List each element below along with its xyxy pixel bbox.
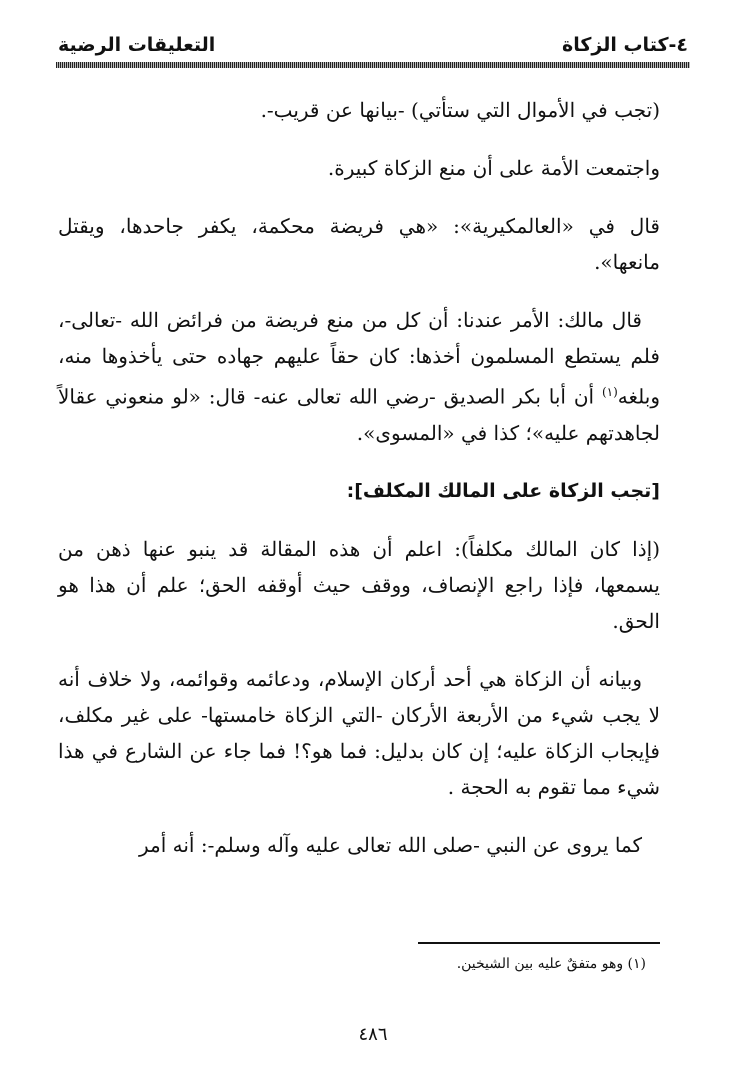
book-title: التعليقات الرضية <box>58 34 216 56</box>
footnote: (١) وهو متفقٌ عليه بين الشيخين. <box>456 956 646 972</box>
paragraph-4 <box>58 302 660 451</box>
running-header <box>58 28 688 62</box>
paragraph-5: (إذا كان المالك مكلفاً): اعلم أن هذه المقالة قد ينبو عنها ذهن من يسمعها، فإذا راجع الإنصاف، ووقف حيث أوقفه الحق؛ علم أن هذا هو الحق. <box>58 536 660 633</box>
paragraph-1: (تجب في الأموال التي ستأتي) -بيانها عن قريب-. <box>260 98 660 122</box>
paragraph-4-text: قال مالك: الأمر عندنا: أن كل من منع فريضة من فرائض الله -تعالى-، فلم يستطع المسلمون أخذها: كان حقاً عليهم جهاده حتى يأخذوها منه، وبلغه <box>58 308 660 409</box>
footnote-marker: (١) <box>601 385 618 399</box>
page-number: ٤٨٦ <box>358 1024 388 1045</box>
paragraph-4-rest: أن أبا بكر الصديق -رضي الله تعالى عنه- قال: «لو منعوني عقالاً لجاهدتهم عليه»؛ كذا في «المسوى». <box>58 384 660 445</box>
paragraph-7: كما يروى عن النبي -صلى الله تعالى عليه وآله وسلم-: أنه أمر <box>138 832 642 857</box>
chapter-title: ٤-كتاب الزكاة <box>561 34 688 56</box>
footnote-divider <box>418 942 660 944</box>
header-divider <box>56 62 690 68</box>
main-text <box>58 92 660 885</box>
section-heading: [تجب الزكاة على المالك المكلف]: <box>346 479 660 502</box>
paragraph-2: واجتمعت الأمة على أن منع الزكاة كبيرة. <box>327 156 660 180</box>
paragraph-6: وبيانه أن الزكاة هي أحد أركان الإسلام، ودعائمه وقوائمه، ولا خلاف أنه لا يجب شيء من الأربعة الأركان -التي الزكاة خامستها- على غير مكلف، فإيجاب الزكاة عليه؛ إن كان بدليل: فما هو؟! فما جاء عن الشارع في هذا شيء مما تقوم به الحجة . <box>58 666 660 799</box>
paragraph-3: قال في «العالمكيرية»: «هي فريضة محكمة، يكفر جاحدها، ويقتل مانعها». <box>58 214 660 274</box>
